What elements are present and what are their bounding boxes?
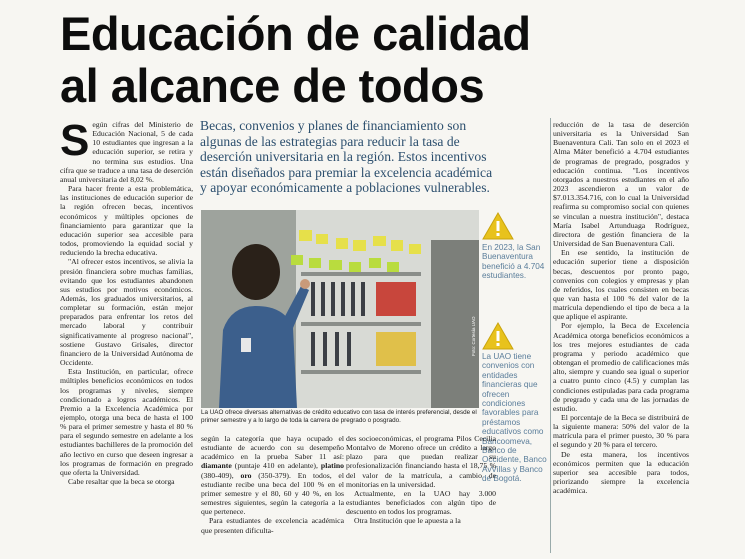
column-5-paragraph-5: De esta manera, los incentivos económicos permiten que la educación superior sea accesible para todos, priorizando siempre la excelencia académica. — [553, 449, 689, 496]
column-4-paragraph-2: Actualmente, en la UAO hay 3.000 estudiantes beneficiados con algún tipo de descuento en todos los programas. — [346, 488, 496, 517]
column-3-paragraph-1: según la categoría que haya ocupado el estudiante de acuerdo con su desempeño académico en la prueba Saber 11 así: diamante (puntaje 410 en adelante), platino (380-409), oro (350-379). En todos, el estudiante recibe una beca del 100 % en el primer semestre y el 80, 60 y 40 %, en los semestres siguientes, según la categoría a la que pertenece. — [201, 434, 344, 517]
article-column-3 — [201, 434, 344, 535]
column-1-paragraph-4: Esta Institución, en particular, ofrece múltiples beneficios económicos en todos los programas y niveles, siempre condicionado a logros académicos. El Premio a la Excelencia Académica por ejemplo, otorga una beca de hasta el 100 % para el primer semestre y hasta el 80 % para el segundo semestre en adelante a los estudiantes bachilleres de la promoción del año lectivo en curso que deseen ingresar a los programas de formación en pregrado que oferta la Universidad. — [60, 367, 193, 477]
headline — [60, 8, 700, 112]
column-4-paragraph-3: Otra Institución que le apuesta a la — [354, 516, 461, 526]
column-5-paragraph-4: El porcentaje de la Beca se distribuirá de la siguiente manera: 50% del valor de la matrícula para el primer puesto, 30 % para el segundo y 20 % para el tercero. — [553, 413, 689, 450]
sidebar-fact-2: La UAO tiene convenios con entidades financieras que ofrecen condiciones favorables para préstamos educativos como Bancoomeva, Banco de Occidente, Banco AvVillas y Banco de Bogotá. — [482, 352, 547, 484]
article-dek: Becas, convenios y planes de financiamiento son algunas de las estrategias para reducir la tasa de deserción universitaria en la región. Estos incentivos están diseñados para premiar la excelencia académica y apoyar económicamente a poblaciones vulnerables. — [200, 118, 493, 196]
photo-caption: La UAO ofrece diversas alternativas de crédito educativo con tasa de interés preferencial, desde el primer semestre y a lo largo de toda la carrera de pregrado o posgrado. — [201, 409, 477, 424]
article-column-5 — [553, 120, 689, 495]
headline-line-1: Educación de calidad — [60, 7, 531, 60]
photo-illustration — [201, 210, 479, 408]
column-divider — [550, 118, 551, 553]
column-1-paragraph-2: Para hacer frente a esta problemática, las instituciones de educación superior de la región ofrecen becas, incentivos económicos y múltiples opciones de financiamiento para garantizar que la educación superior sea accesible para todos, promoviendo la equidad social y reduciendo la brecha educativa. — [60, 184, 193, 258]
column-1-paragraph-3: "Al ofrecer estos incentivos, se alivia la presión financiera sobre muchas familias, evitando que los estudiantes abandonen sus estudios por motivos económicos. Además, los graduados universitarios, al completar su formación, están mejor preparados para enfrentar los retos del mercado laboral y contribuir significativamente al progreso nacional", sostiene Gustavo Grisales, director financiero de la Universidad Autónoma de Occidente. — [60, 257, 193, 368]
dropcap-letter: S — [60, 116, 90, 165]
article-column-1 — [60, 116, 193, 487]
column-5-paragraph-3: Por ejemplo, la Beca de Excelencia Académica otorga beneficios económicos a los tres mejores estudiantes de cada programa y periodo académico que obtengan el promedio de calificaciones más alto, siempre y cuando sea igual o superior a cuatro punto cinco (4.5) y cumplan las condiciones estipuladas para cada programa de pregrado y cada una de las jornadas de estudio. — [553, 321, 689, 413]
warning-triangle-icon — [482, 322, 514, 350]
column-5-paragraph-1: reducción de la tasa de deserción universitaria es la Universidad San Buenaventura Cali. Tan solo en el 2023 el Alma Máter benefició a 4.704 estudiantes de programas de pregrado, posgrados y educación continua. "Los incentivos otorgados a nuestros estudiantes en el año 2023 ascendieron a un valor de $7.013.354.716, con lo cual la Universidad reafirma su compromiso social con quienes se vinculan a nuestra institución", destaca María Isabel Artunduaga Rodríguez, directora de gestión financiera de la Universidad de San Buenaventura Cali. — [553, 120, 689, 249]
column-3-paragraph-2: Para estudiantes de excelencia académica que presenten dificulta- — [201, 516, 344, 535]
column-5-paragraph-2: En ese sentido, la institución de educación superior tiene a disposición becas, descuentos por pronto pago, convenios con colegios y empresas y plan de referidos, los cuales consisten en becas que van hasta el 100 % del valor de la matrícula dependiendo el tipo de beca a la que aplique el aspirante. — [553, 248, 689, 322]
headline-line-2: al alcance de todos — [60, 59, 485, 112]
sidebar-fact-1: En 2023, la San Buenaventura benefició a 4.704 estudiantes. — [482, 243, 545, 281]
article-photo — [201, 210, 479, 408]
column-4-paragraph-1: des socioeconómicas, el programa Pilos Cecilia Montalvo de Moreno ofrece un crédito a largo plazo para que puedan realizar su profesionalización financiando hasta el 18,75 % del valor de la matrícula, a cambio de monitorias en la universidad. — [346, 434, 496, 489]
column-1-paragraph-5: Cabe resaltar que la beca se otorga — [68, 477, 175, 487]
warning-triangle-icon — [482, 212, 514, 240]
column-1-paragraph-1: Según cifras del Ministerio de Educación Nacional, 5 de cada 10 estudiantes que ingresan a la educación superior, se retira y no termina sus estudios. Una cifra que se traduce a una tasa de deserción anual universitaria del 8,02 %. — [60, 116, 193, 184]
article-column-4 — [346, 434, 496, 526]
photo-credit: Foto: Cortesía UAO — [471, 316, 476, 356]
